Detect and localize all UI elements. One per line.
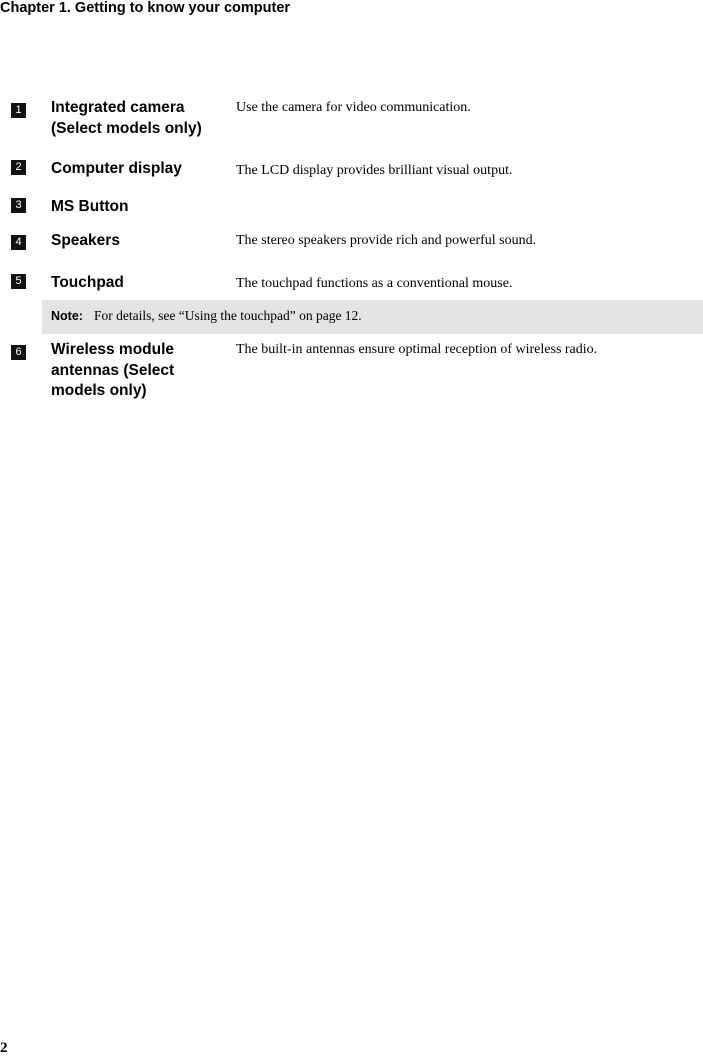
item-number-badge: 1 <box>11 103 26 118</box>
item-description: Use the camera for video communication. <box>236 100 471 115</box>
note-box <box>42 300 703 334</box>
item-description: The touchpad functions as a conventional mouse. <box>236 276 513 291</box>
item-description: The LCD display provides brilliant visual output. <box>236 163 513 178</box>
item-number-badge: 2 <box>11 160 26 175</box>
item-number-badge: 5 <box>11 274 26 289</box>
item-title: Speakers <box>51 232 120 249</box>
chapter-title: Chapter 1. Getting to know your computer <box>0 0 291 16</box>
item-description: The stereo speakers provide rich and powerful sound. <box>236 233 537 248</box>
note-text: For details, see “Using the touchpad” on page 12. <box>94 308 362 323</box>
item-number-badge: 4 <box>11 235 26 250</box>
note-label: Note: <box>51 309 83 323</box>
item-title: Computer display <box>51 160 182 177</box>
item-number-badge: 6 <box>11 345 26 360</box>
item-title: Wireless module antennas (Select models only) <box>51 341 175 399</box>
item-title: Touchpad <box>51 274 124 291</box>
page-number: 2 <box>0 1040 8 1056</box>
item-title: MS Button <box>51 198 129 215</box>
item-description: The built-in antennas ensure optimal reception of wireless radio. <box>236 342 598 357</box>
item-number-badge: 3 <box>11 198 26 213</box>
item-title: Integrated camera (Select models only) <box>51 99 202 137</box>
